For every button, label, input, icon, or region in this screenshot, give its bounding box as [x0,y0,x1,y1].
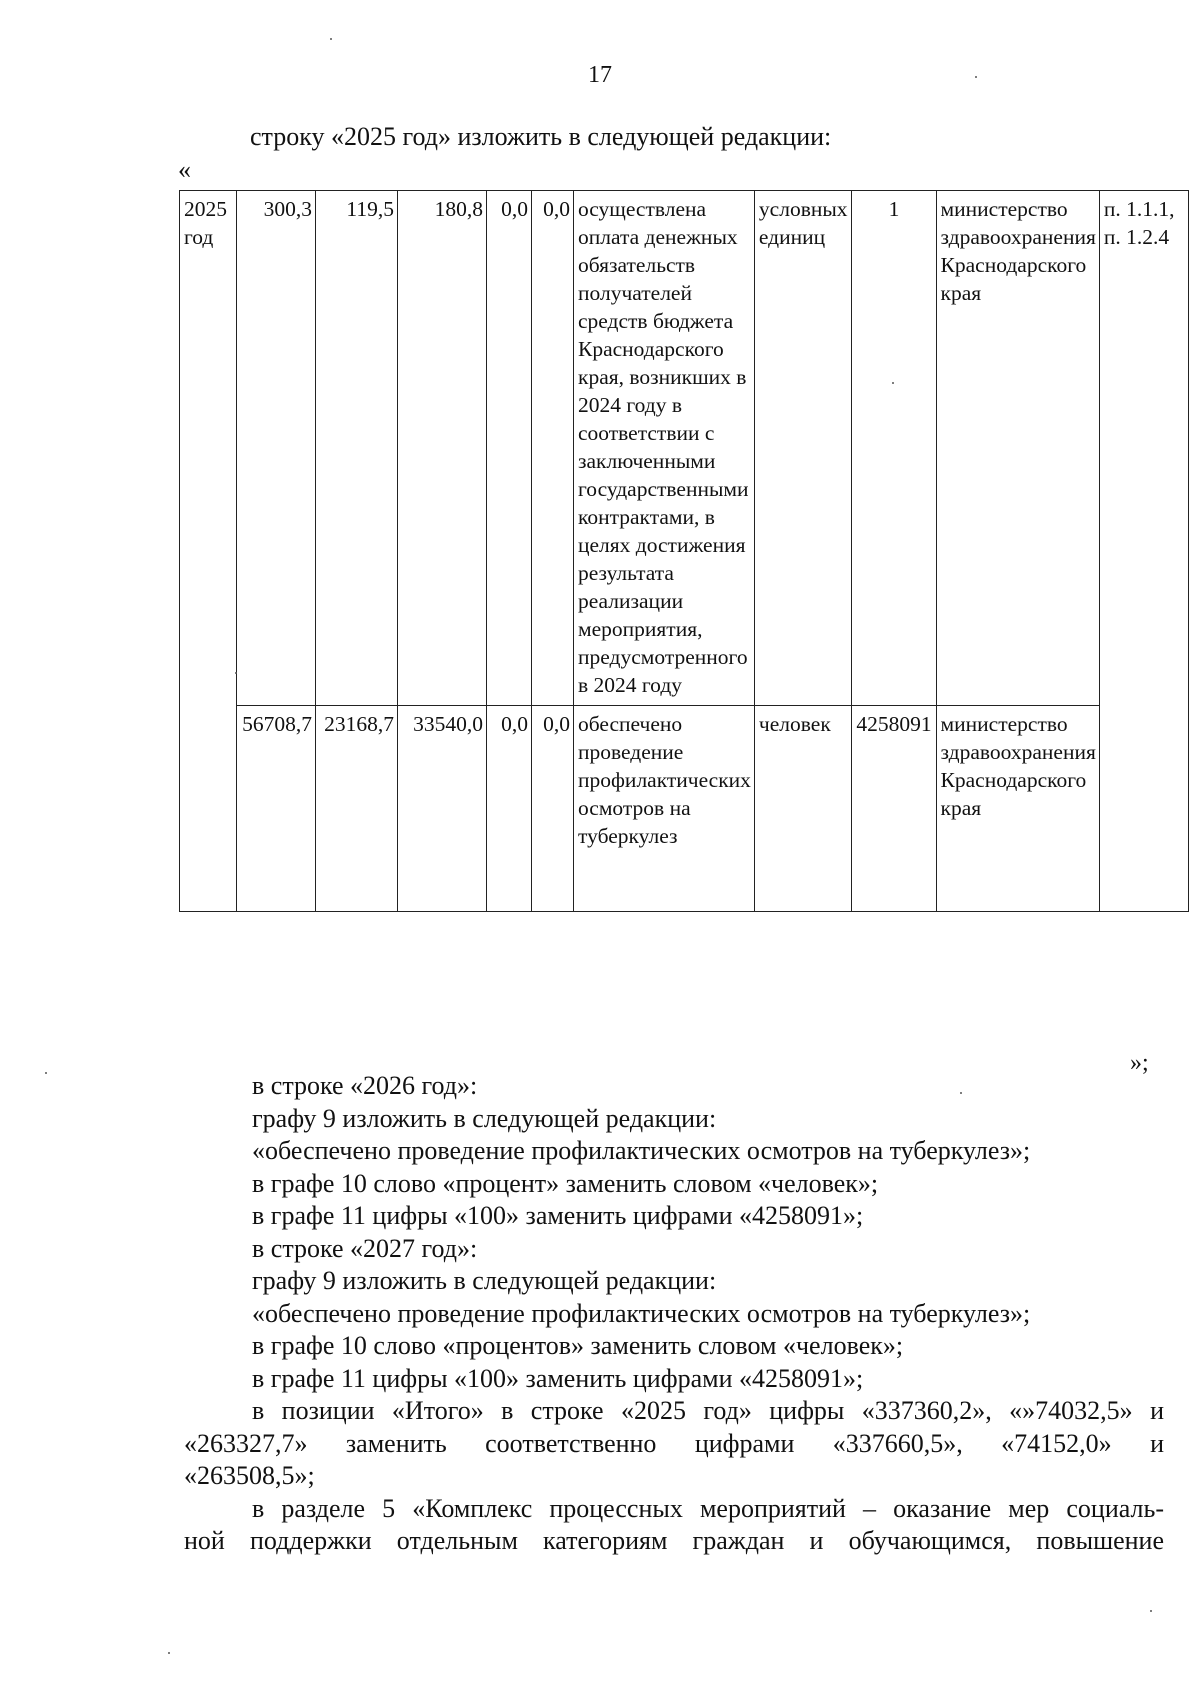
text-line: «обеспечено проведение профилактических осмотров на туберкулез»; [252,1298,1031,1328]
scan-speck [168,1652,170,1654]
text-line: в графе 11 цифры «100» заменить цифрами «4258091»; [252,1201,864,1230]
opening-quote: « [178,155,191,184]
cell-col6: 0,0 [532,706,574,912]
cell-col5: 0,0 [487,191,532,706]
amendment-text [184,1070,1164,1558]
table-row [180,191,1189,706]
cell-unit: условных единиц [754,191,851,706]
scan-speck [235,672,237,674]
scan-speck [330,38,332,40]
razdel-line: в разделе 5 «Комплекс процессных мероприятий – оказание мер социаль- [252,1493,1164,1523]
cell-value: 4258091 [851,706,936,912]
cell-total: 300,3 [237,191,316,706]
cell-result: осуществлена оплата денежных обязательств получателей средств бюджета Краснодарского края, возникших в 2024 году в соответствии с заключенными государственными контрактами, в целях достижения результата реализации мероприятия, предусмотренного в 2024 году [574,191,755,706]
page-number: 17 [588,62,612,88]
cell-total: 56708,7 [237,706,316,912]
text-line: в графе 10 слово «процент» заменить словом «человек»; [252,1168,879,1198]
scan-speck [960,1092,962,1094]
text-line: в графе 11 цифры «100» заменить цифрами «4258091»; [252,1363,864,1393]
cell-col5: 0,0 [487,706,532,912]
year-cell: 2025 год [180,191,237,912]
text-line: «обеспечено проведение профилактических осмотров на туберкулез»; [252,1136,1031,1165]
cell-executor: министерство здравоохранения Краснодарского края [936,191,1099,706]
cell-unit: человек [754,706,851,912]
cell-reference: п. 1.1.1, п. 1.2.4 [1099,191,1188,912]
itogo-line: в позиции «Итого» в строке «2025 год» цифры «337360,2», «»74032,5» и [252,1396,1164,1425]
closing-quote: »; [1130,1050,1149,1076]
cell-executor: министерство здравоохранения Краснодарского края [936,706,1099,912]
text-line: в строке «2027 год»: [252,1233,478,1263]
cell-col4: 33540,0 [398,706,487,912]
cell-col4: 180,8 [398,191,487,706]
text-line: графу 9 изложить в следующей редакции: [252,1266,717,1295]
intro-text: строку «2025 год» изложить в следующей редакции: [250,122,832,151]
scan-speck [892,382,894,384]
amendment-table [179,190,1189,912]
cell-col3: 23168,7 [316,706,398,912]
scan-speck [45,1072,47,1074]
cell-col6: 0,0 [532,191,574,706]
text-line: в графе 10 слово «процентов» заменить словом «человек»; [252,1331,904,1360]
cell-result: обеспечено проведение профилактических осмотров на туберкулез [574,706,755,912]
itogo-line: «263508,5»; [184,1461,315,1490]
razdel-line: ной поддержки отдельным категориям граждан и обучающимся, повышение [184,1526,1164,1555]
table-row [180,706,1189,912]
scan-speck [975,76,977,78]
text-line: в строке «2026 год»: [252,1071,478,1100]
cell-value: 1 [851,191,936,706]
itogo-line: «263327,7» заменить соответственно цифрами «337660,5», «74152,0» и [184,1428,1164,1458]
cell-col3: 119,5 [316,191,398,706]
scan-speck [1150,1610,1152,1612]
text-line: графу 9 изложить в следующей редакции: [252,1103,717,1133]
